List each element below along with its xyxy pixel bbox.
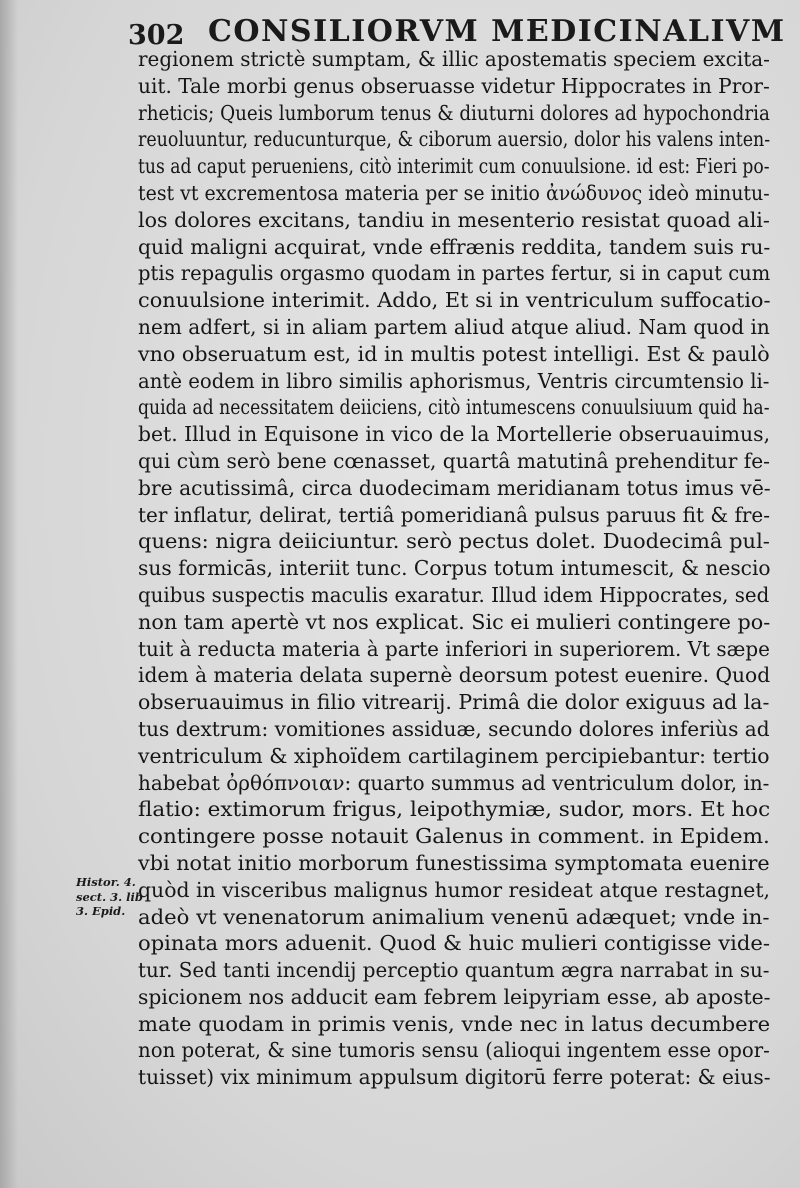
- marginal-note-line: sect. 3. lib: [76, 889, 143, 904]
- body-text: [138, 46, 770, 1091]
- text-line: ptis repagulis orgasmo quodam in partes fertur, si in caput cum: [138, 261, 771, 286]
- text-line: idem à materia delata supernè deorsum potest euenire. Quod: [138, 663, 771, 688]
- running-title: CONSILIORVM MEDICINALIVM: [208, 14, 786, 49]
- text-line: conuulsione interimit. Addo, Et si in ventriculum suffocatio-: [138, 288, 771, 313]
- text-line: rheticis; Queis lumborum tenus & diuturni dolores ad hypochondria: [138, 100, 770, 125]
- text-line: adeò vt venenatorum animalium venenū adæquet; vnde in-: [138, 904, 770, 929]
- text-line: tus ad caput perueniens, citò interimit cum conuulsione. id est: Fieri po-: [138, 154, 770, 179]
- text-line: qui cùm serò bene cœnasset, quartâ matutinâ prehenditur fe-: [138, 448, 770, 473]
- marginal-note: [76, 875, 142, 919]
- text-line: ventriculum & xiphoïdem cartilaginem percipiebantur: tertio: [138, 743, 770, 768]
- text-line: regionem strictè sumptam, & illic apostematis speciem excita-: [138, 47, 770, 71]
- page-gutter-shadow: [0, 0, 18, 1188]
- marginal-note-line: 3. Epid.: [76, 904, 126, 918]
- text-line: opinata mors aduenit. Quod & huic mulieri contigisse vide-: [138, 931, 770, 956]
- text-line: non tam apertè vt nos explicat. Sic ei mulieri contingere po-: [138, 609, 771, 634]
- text-line: spicionem nos adducit eam febrem leipyriam esse, ab aposte-: [138, 984, 771, 1009]
- text-line: tuit à reducta materia à parte inferiori in superiorem. Vt sæpe: [138, 636, 770, 661]
- text-line: vbi notat initio morborum funestissima symptomata euenire: [138, 850, 770, 875]
- text-line: obseruauimus in filio vitrearij. Primâ die dolor exiguus ad la-: [138, 690, 770, 715]
- text-line: los dolores excitans, tandiu in mesenterio resistat quoad ali-: [138, 207, 770, 232]
- text-line: non poterat, & sine tumoris sensu (alioqui ingentem esse opor-: [138, 1038, 770, 1063]
- text-line: ter inflatur, delirat, tertiâ pomeridianâ pulsus paruus fit & fre-: [138, 502, 770, 527]
- text-line: bre acutissimâ, circa duodecimam meridianam totus imus vē-: [138, 475, 771, 500]
- page-number: 302: [128, 20, 185, 51]
- text-line: bet. Illud in Equisone in vico de la Mortellerie obseruauimus,: [138, 422, 771, 447]
- text-line: nem adfert, si in aliam partem aliud atque aliud. Nam quod in: [138, 314, 770, 339]
- text-line: mate quodam in primis venis, vnde nec in latus decumbere: [138, 1011, 771, 1036]
- text-line: habebat ὀρθόπνοιαν: quarto summus ad ventriculum dolor, in-: [138, 770, 770, 795]
- text-line: antè eodem in libro similis aphorismus, Ventris circumtensio li-: [138, 368, 770, 393]
- text-line: vno obseruatum est, id in multis potest intelligi. Est & paulò: [138, 341, 770, 366]
- text-line: quòd in visceribus malignus humor resideat atque restagnet,: [138, 877, 771, 902]
- text-line: tuisset) vix minimum appulsum digitorū ferre poterat: & eius-: [138, 1065, 771, 1090]
- text-line: quid maligni acquirat, vnde effrænis reddita, tandem suis ru-: [138, 234, 771, 259]
- text-line: tus dextrum: vomitiones assiduæ, secundo dolores inferiùs ad: [138, 716, 770, 741]
- page-header: [128, 12, 786, 51]
- text-line: sus formicās, interiit tunc. Corpus totum intumescit, & nescio: [138, 556, 771, 581]
- text-line: uit. Tale morbi genus obseruasse videtur Hippocrates in Pror-: [138, 73, 770, 98]
- text-line: flatio: extimorum frigus, leipothymiæ, sudor, mors. Et hoc: [138, 797, 771, 822]
- text-line: reuoluuntur, reducunturque, & ciborum auersio, dolor his valens inten-: [138, 127, 771, 152]
- text-line: contingere posse notauit Galenus in comment. in Epidem.: [138, 824, 770, 849]
- text-line: test vt excrementosa materia per se initio ἀνώδυνος ideò minutu-: [138, 180, 770, 205]
- marginal-note-line: Histor. 4.: [76, 875, 136, 889]
- text-line: quibus suspectis maculis exaratur. Illud idem Hippocrates, sed: [138, 582, 770, 607]
- text-line: tur. Sed tanti incendij perceptio quantum ægra narrabat in su-: [138, 958, 770, 983]
- text-line: quens: nigra deiiciuntur. serò pectus dolet. Duodecimâ pul-: [138, 529, 770, 554]
- text-line: quida ad necessitatem deiiciens, citò intumescens conuulsiuum quid ha-: [138, 395, 770, 420]
